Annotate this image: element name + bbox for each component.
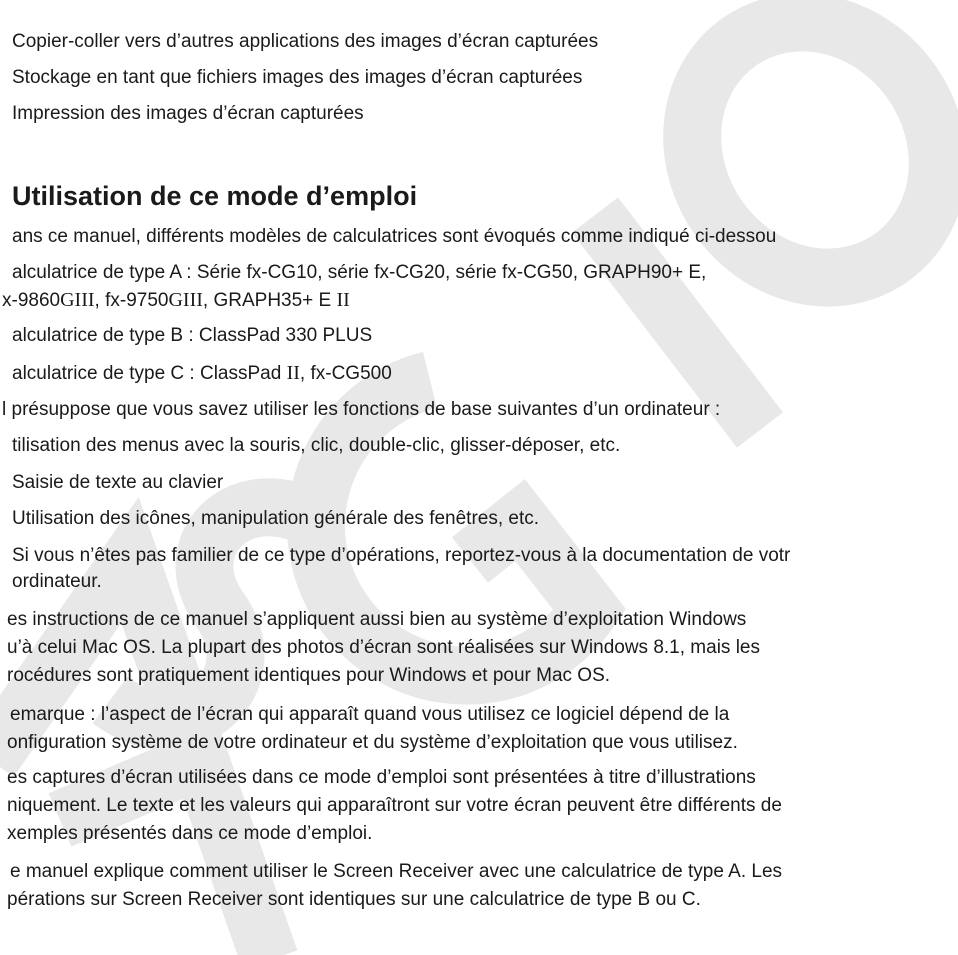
calculator-type-a-models: x-9860GIII, fx-9750GIII, GRAPH35+ E II [2,289,350,311]
feature-item: Impression des images d’écran capturées [12,103,364,124]
capture-paragraph: xemples présentés dans ce mode d’emploi. [7,823,373,844]
skill-note: ordinateur. [12,571,102,592]
capture-paragraph: niquement. Le texte et les valeurs qui apparaîtront sur votre écran peuvent être différents de [7,795,782,816]
calculator-type-c: alculatrice de type C : ClassPad II, fx-CG500 [12,362,392,384]
calculator-type-b: alculatrice de type B : ClassPad 330 PLUS [12,325,373,346]
calculator-type-a: alculatrice de type A : Série fx-CG10, série fx-CG20, série fx-CG50, GRAPH90+ E, [12,262,707,283]
skill-note: Si vous n’êtes pas familier de ce type d’opérations, reportez-vous à la documentation de votr [12,545,791,566]
section-heading: Utilisation de ce mode d’emploi [12,181,418,211]
explain-paragraph: pérations sur Screen Receiver sont identiques sur une calculatrice de type B ou C. [7,889,701,910]
os-paragraph: es instructions de ce manuel s’appliquent aussi bien au système d’exploitation Windows [7,609,747,630]
skill-item: Saisie de texte au clavier [12,472,224,493]
remark-paragraph: emarque : l’aspect de l’écran qui apparaît quand vous utilisez ce logiciel dépend de la [10,704,730,725]
capture-paragraph: es captures d’écran utilisées dans ce mode d’emploi sont présentées à titre d’illustrations [7,767,756,788]
os-paragraph: u’à celui Mac OS. La plupart des photos d’écran sont réalisées sur Windows 8.1, mais les [7,637,760,658]
skill-item: tilisation des menus avec la souris, clic, double-clic, glisser-déposer, etc. [12,435,621,456]
feature-item: Stockage en tant que fichiers images des images d’écran capturées [12,67,583,88]
skill-item: Utilisation des icônes, manipulation générale des fenêtres, etc. [12,508,540,529]
feature-item: Copier-coller vers d’autres applications des images d’écran capturées [12,31,599,52]
explain-paragraph: e manuel explique comment utiliser le Screen Receiver avec une calculatrice de type A. Les [10,861,783,882]
remark-paragraph: onfiguration système de votre ordinateur et du système d’exploitation que vous utilisez. [7,732,738,753]
intro-paragraph: ans ce manuel, différents modèles de calculatrices sont évoqués comme indiqué ci-dessou [12,226,777,247]
presuppose-paragraph: l présuppose que vous savez utiliser les fonctions de base suivantes d’un ordinateur : [2,399,721,420]
os-paragraph: rocédures sont pratiquement identiques pour Windows et pour Mac OS. [7,665,611,686]
